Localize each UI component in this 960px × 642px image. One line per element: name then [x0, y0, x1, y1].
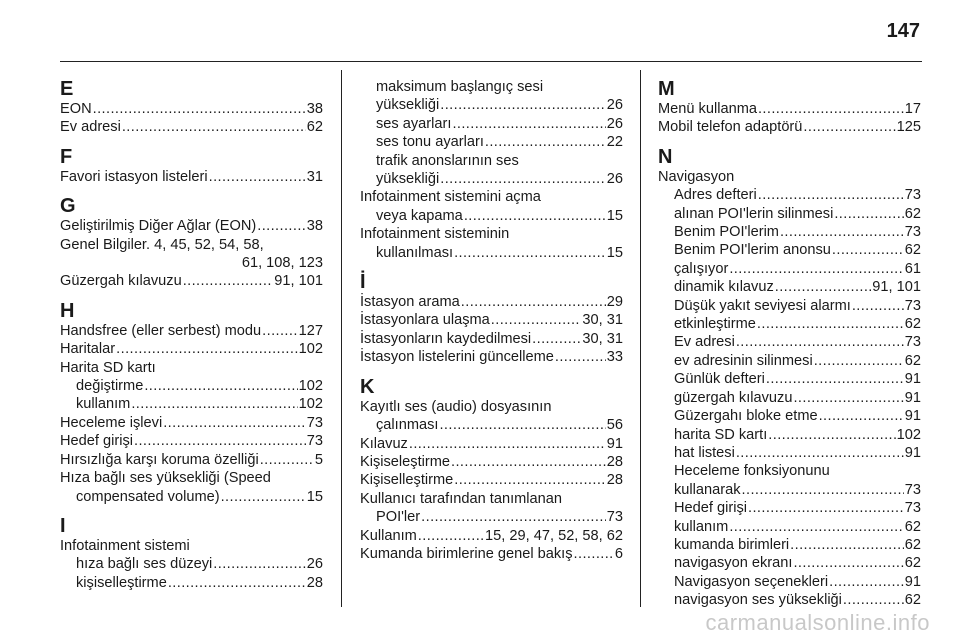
- entry-term: güzergah kılavuzu: [674, 389, 793, 406]
- entry-term: çalışıyor: [674, 260, 729, 277]
- entry-pages: 91: [904, 408, 921, 425]
- index-entry-text: Hıza bağlı ses yüksekliği (Speed: [60, 470, 271, 487]
- leader-dots: [440, 96, 606, 114]
- leader-dots: [729, 260, 903, 278]
- leader-dots: [491, 311, 582, 329]
- leader-dots: [832, 241, 904, 259]
- index-subentry: [658, 352, 921, 370]
- index-subentry: [658, 499, 921, 517]
- entry-term: Menü kullanma: [658, 101, 757, 117]
- entry-term: Geliştirilmiş Diğer Ağlar (EON): [60, 218, 257, 235]
- entry-term: Kılavuz: [360, 435, 408, 452]
- leader-dots: [440, 170, 606, 188]
- section-letter-h: H: [60, 299, 75, 322]
- leader-dots: [574, 545, 614, 563]
- entry-pages: 73: [904, 224, 921, 241]
- section-letter-e: E: [60, 78, 74, 100]
- entry-pages: 73: [904, 500, 921, 517]
- entry-pages: 73: [904, 481, 921, 498]
- entry-term: alınan POI'lerin silinmesi: [674, 205, 834, 222]
- leader-dots: [729, 518, 903, 536]
- leader-dots: [116, 340, 297, 358]
- entry-pages: 62: [904, 205, 921, 222]
- entry-pages: 73: [306, 433, 323, 450]
- leader-dots: [803, 118, 895, 136]
- entry-term: ses ayarları: [376, 115, 452, 132]
- section-letter-g: G: [60, 195, 76, 218]
- entry-pages: 127: [298, 322, 323, 339]
- page-number: 147: [886, 20, 920, 42]
- entry-term: Ev adresi: [674, 334, 735, 351]
- leader-dots: [260, 451, 314, 469]
- section-letter-m: M: [658, 78, 675, 100]
- index-column-2: [360, 78, 623, 563]
- leader-dots: [122, 118, 306, 136]
- leader-dots: [834, 205, 903, 223]
- entry-term: Benim POI'lerim: [674, 224, 779, 241]
- leader-dots: [768, 426, 895, 444]
- index-subentry: [658, 260, 921, 278]
- index-subentry: [658, 407, 921, 425]
- leader-dots: [793, 389, 903, 407]
- column-divider: [341, 70, 342, 607]
- entry-pages: 62: [904, 242, 921, 259]
- index-column-1: [60, 78, 323, 592]
- entry-pages: 61: [904, 260, 921, 277]
- leader-dots: [131, 395, 297, 413]
- index-subentry: [658, 518, 921, 536]
- index-subentry: [658, 315, 921, 333]
- index-entry: [60, 451, 323, 469]
- index-subentry: [360, 508, 623, 526]
- index-subentry: [360, 170, 623, 188]
- leader-dots: [418, 527, 484, 545]
- entry-term: Günlük defteri: [674, 371, 765, 388]
- entry-pages: 62: [904, 316, 921, 333]
- index-entry: [60, 340, 323, 358]
- entry-term: Güzergah kılavuzu: [60, 273, 182, 290]
- entry-term: Kişiselleştirme: [360, 472, 454, 489]
- entry-pages: 28: [306, 574, 323, 591]
- entry-pages: 102: [298, 341, 323, 358]
- entry-pages: 15: [606, 244, 623, 261]
- entry-pages: 125: [896, 119, 921, 136]
- section-letter-i: I: [60, 514, 66, 537]
- entry-pages: 15, 29, 47, 52, 58, 62: [485, 527, 623, 544]
- entry-term: kullanım: [674, 518, 729, 535]
- index-column-3: [658, 78, 921, 610]
- index-entry: [60, 272, 323, 290]
- entry-pages: 91: [904, 444, 921, 461]
- entry-pages: 28: [606, 472, 623, 489]
- index-subentry: [658, 573, 921, 591]
- index-entry: [60, 168, 323, 186]
- column-divider: [640, 70, 641, 607]
- index-entry-text: Infotainment sistemini açma: [360, 189, 541, 206]
- entry-pages: 91, 101: [274, 273, 323, 290]
- index-subentry: [658, 205, 921, 223]
- entry-term: veya kapama: [376, 207, 463, 224]
- index-entry: [360, 545, 623, 563]
- entry-term: hıza bağlı ses düzeyi: [76, 556, 213, 573]
- index-subentry: [658, 297, 921, 315]
- leader-dots: [439, 416, 605, 434]
- leader-dots: [461, 293, 606, 311]
- index-entry-text: Kullanıcı tarafından tanımlanan: [360, 490, 563, 507]
- entry-pages: 15: [306, 488, 323, 505]
- leader-dots: [775, 278, 872, 296]
- index-subentry: [60, 395, 323, 413]
- index-subentry: [658, 536, 921, 554]
- leader-dots: [134, 432, 306, 450]
- leader-dots: [758, 100, 904, 118]
- index-subentry: [360, 115, 623, 133]
- entry-term: navigasyon ses yüksekliği: [674, 592, 842, 609]
- entry-pages: 73: [606, 509, 623, 526]
- entry-pages: 62: [904, 518, 921, 535]
- entry-term: kumanda birimleri: [674, 536, 790, 553]
- index-entry: [360, 527, 623, 545]
- index-entry: [360, 311, 623, 329]
- entry-term: Hedef girişi: [674, 500, 747, 517]
- leader-dots: [736, 333, 904, 351]
- entry-term: Kişiseleştirme: [360, 453, 451, 470]
- index-subentry: [658, 241, 921, 259]
- leader-dots: [464, 207, 606, 225]
- index-entry: [360, 435, 623, 453]
- index-entry: [60, 118, 323, 136]
- leader-dots: [262, 322, 297, 340]
- entry-term: Kullanım: [360, 527, 417, 544]
- index-subentry: [658, 481, 921, 499]
- leader-dots: [454, 244, 606, 262]
- entry-term: yüksekliği: [376, 97, 440, 114]
- entry-pages: 91, 101: [872, 279, 921, 296]
- watermark: carmanualsonline.info: [705, 610, 930, 635]
- entry-pages: 73: [904, 297, 921, 314]
- entry-pages: 26: [606, 115, 623, 132]
- index-entry-text: Heceleme fonksiyonunu: [674, 463, 830, 480]
- entry-term: Favori istasyon listeleri: [60, 168, 208, 185]
- entry-term: yüksekliği: [376, 171, 440, 188]
- entry-pages: 30, 31: [582, 312, 623, 329]
- section-letter-k: K: [360, 375, 375, 398]
- leader-dots: [451, 453, 606, 471]
- entry-pages: 61, 108, 123: [241, 255, 323, 272]
- entry-term: EON: [60, 101, 92, 117]
- index-subentry: [360, 207, 623, 225]
- entry-pages: 29: [606, 294, 623, 311]
- entry-pages: 38: [306, 101, 323, 117]
- entry-pages: 38: [306, 218, 323, 235]
- index-subentry: [60, 555, 323, 573]
- leader-dots: [454, 471, 606, 489]
- leader-dots: [93, 100, 306, 118]
- index-entry: [60, 432, 323, 450]
- entry-pages: 30, 31: [582, 330, 623, 347]
- leader-dots: [790, 536, 904, 554]
- leader-dots: [780, 223, 904, 241]
- index-subentry: [658, 389, 921, 407]
- leader-dots: [793, 554, 903, 572]
- entry-term: harita SD kartı: [674, 426, 768, 443]
- entry-pages: 91: [904, 389, 921, 406]
- index-entry: [60, 100, 323, 118]
- leader-dots: [843, 591, 904, 609]
- section-letter-f: F: [60, 145, 73, 168]
- entry-term: Hırsızlığa karşı koruma özelliği: [60, 451, 259, 468]
- index-subentry: [658, 186, 921, 204]
- index-entry: [360, 348, 623, 366]
- index-entry-text: Harita SD kartı: [60, 359, 156, 376]
- index-subentry: [658, 370, 921, 388]
- entry-pages: 17: [904, 101, 921, 117]
- leader-dots: [748, 499, 904, 517]
- entry-term: çalınması: [376, 417, 439, 434]
- leader-dots: [829, 573, 904, 591]
- entry-pages: 56: [606, 417, 623, 434]
- entry-term: Handsfree (eller serbest) modu: [60, 322, 262, 339]
- entry-term: değiştirme: [76, 378, 144, 395]
- index-subentry: [658, 444, 921, 462]
- entry-term: Düşük yakıt seviyesi alarmı: [674, 297, 851, 314]
- entry-term: ses tonu ayarları: [376, 134, 484, 151]
- entry-term: ev adresinin silinmesi: [674, 352, 813, 369]
- entry-pages: 62: [306, 119, 323, 136]
- index-subentry: [658, 223, 921, 241]
- entry-term: Ev adresi: [60, 119, 121, 136]
- leader-dots: [766, 370, 904, 388]
- entry-term: İstasyon arama: [360, 294, 460, 311]
- index-entry: [360, 330, 623, 348]
- entry-pages: 91: [606, 435, 623, 452]
- index-entry-text: Navigasyon: [658, 168, 735, 185]
- leader-dots: [213, 555, 305, 573]
- entry-term: Navigasyon seçenekleri: [674, 573, 829, 590]
- index-subentry: [60, 488, 323, 506]
- leader-dots: [742, 481, 904, 499]
- index-subentry: [658, 554, 921, 572]
- entry-pages: 22: [606, 134, 623, 151]
- entry-term: İstasyonların kaydedilmesi: [360, 330, 532, 347]
- leader-dots: [532, 330, 581, 348]
- entry-pages: 102: [298, 378, 323, 395]
- entry-pages: 5: [314, 451, 323, 468]
- index-entry-text: Infotainment sistemi: [60, 537, 190, 554]
- entry-term: etkinleştirme: [674, 316, 756, 333]
- entry-term: kullanım: [76, 396, 131, 413]
- index-entry-text: Genel Bilgiler. 4, 45, 52, 54, 58,: [60, 236, 264, 253]
- entry-term: Benim POI'lerim anonsu: [674, 242, 831, 259]
- entry-pages: 73: [904, 334, 921, 351]
- entry-term: POI'ler: [376, 509, 421, 526]
- index-entry: [360, 471, 623, 489]
- leader-dots: [485, 133, 606, 151]
- index-subentry: [360, 96, 623, 114]
- leader-dots: [221, 488, 306, 506]
- entry-pages: 6: [614, 545, 623, 562]
- entry-term: compensated volume): [76, 488, 220, 505]
- entry-term: kullanılması: [376, 244, 454, 261]
- entry-term: Haritalar: [60, 341, 116, 358]
- entry-pages: 73: [904, 187, 921, 204]
- section-letter-n: N: [658, 145, 673, 168]
- entry-pages: 33: [606, 349, 623, 366]
- index-entry-text: trafik anonslarının ses: [376, 152, 519, 169]
- entry-pages: 102: [298, 396, 323, 413]
- index-subentry: [658, 333, 921, 351]
- leader-dots: [409, 435, 606, 453]
- leader-dots: [257, 217, 306, 235]
- leader-dots: [757, 315, 904, 333]
- entry-pages: 102: [896, 426, 921, 443]
- leader-dots: [183, 272, 274, 290]
- index-entry: [60, 322, 323, 340]
- index-entry-text: Kayıtlı ses (audio) dosyasının: [360, 398, 552, 415]
- section-letter-i-dotted: İ: [360, 271, 366, 294]
- index-entry: [60, 414, 323, 432]
- index-subentry: [658, 278, 921, 296]
- leader-dots: [421, 508, 606, 526]
- index-subentry: [658, 591, 921, 609]
- index-subentry: [60, 574, 323, 592]
- index-entry-text: maksimum başlangıç sesi: [376, 79, 544, 95]
- entry-pages: 62: [904, 555, 921, 572]
- index-subentry: [360, 133, 623, 151]
- entry-pages: 62: [904, 352, 921, 369]
- index-subentry: [360, 244, 623, 262]
- entry-term: Güzergahı bloke etme: [674, 408, 818, 425]
- entry-pages: 62: [904, 536, 921, 553]
- entry-term: Heceleme işlevi: [60, 414, 163, 431]
- entry-pages: 91: [904, 371, 921, 388]
- entry-term: dinamik kılavuz: [674, 279, 774, 296]
- entry-pages: 91: [904, 573, 921, 590]
- entry-pages: 26: [606, 97, 623, 114]
- header-rule: [60, 61, 922, 62]
- leader-dots: [555, 348, 606, 366]
- leader-dots: [163, 414, 306, 432]
- entry-pages: 26: [606, 171, 623, 188]
- index-subentry: [360, 416, 623, 434]
- entry-term: İstasyon listelerini güncelleme: [360, 349, 554, 366]
- entry-term: kişiselleştirme: [76, 574, 167, 591]
- entry-term: İstasyonlara ulaşma: [360, 312, 490, 329]
- entry-term: Adres defteri: [674, 187, 757, 204]
- leader-dots: [168, 574, 306, 592]
- entry-term: hat listesi: [674, 444, 735, 461]
- entry-term: Mobil telefon adaptörü: [658, 119, 803, 136]
- entry-pages: 28: [606, 453, 623, 470]
- leader-dots: [209, 168, 306, 186]
- leader-dots: [452, 115, 605, 133]
- entry-term: Kumanda birimlerine genel bakış: [360, 545, 573, 562]
- leader-dots: [758, 186, 904, 204]
- index-subentry: [60, 377, 323, 395]
- index-entry: [60, 217, 323, 235]
- entry-pages: 62: [904, 592, 921, 609]
- index-entry: [658, 100, 921, 118]
- entry-pages: 15: [606, 207, 623, 224]
- entry-pages: 31: [306, 168, 323, 185]
- index-subentry: [658, 426, 921, 444]
- leader-dots: [814, 352, 904, 370]
- entry-term: kullanarak: [674, 481, 741, 498]
- entry-pages: 26: [306, 556, 323, 573]
- leader-dots: [144, 377, 297, 395]
- entry-term: navigasyon ekranı: [674, 555, 793, 572]
- leader-dots: [852, 297, 904, 315]
- index-entry: [360, 293, 623, 311]
- leader-dots: [736, 444, 904, 462]
- entry-pages: 73: [306, 414, 323, 431]
- index-entry: [360, 453, 623, 471]
- leader-dots: [819, 407, 904, 425]
- entry-term: Hedef girişi: [60, 433, 133, 450]
- index-entry-text: Infotainment sisteminin: [360, 226, 510, 243]
- index-entry: [658, 118, 921, 136]
